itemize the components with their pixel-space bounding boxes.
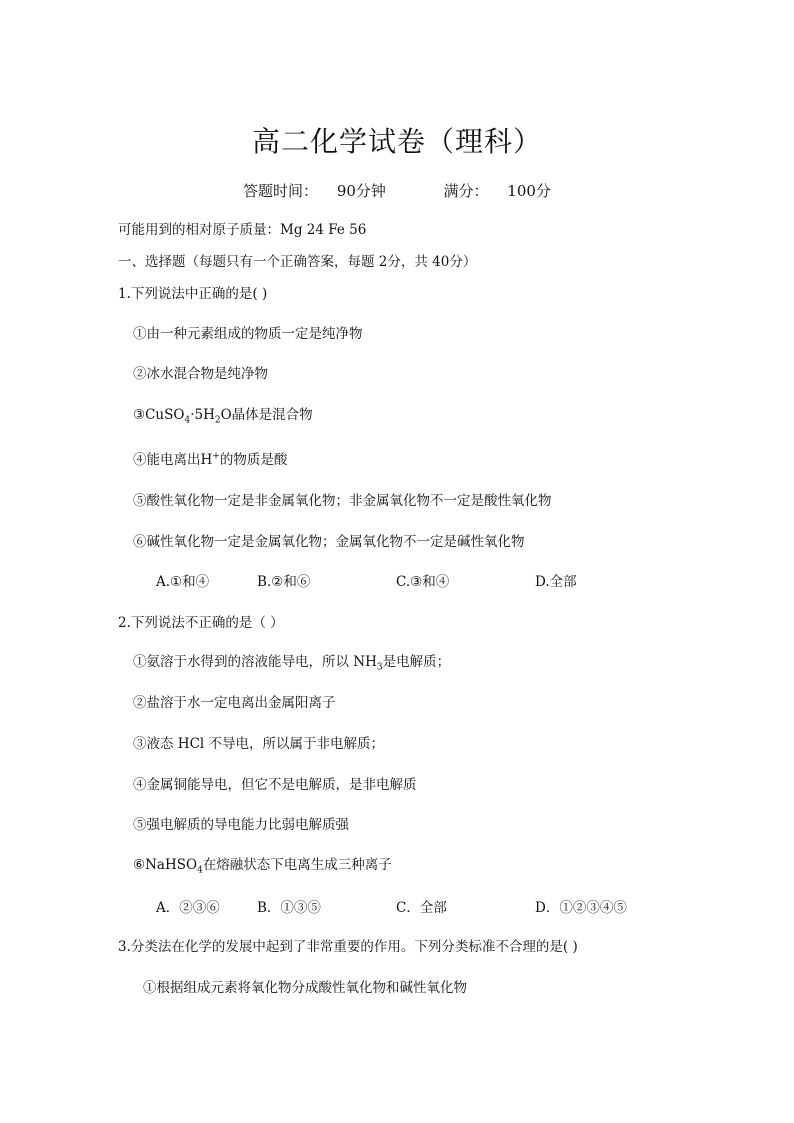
q1-item-3: $③CuSO_4\cdot 5H_2O$晶体是混合物 xyxy=(133,407,313,426)
q2-item-4: ④金属铜能导电，但它不是电解质，是非电解质 xyxy=(133,777,417,793)
q2-option-c: C．全部 xyxy=(396,900,447,916)
q2-option-d: D．①②③④⑤ xyxy=(535,900,627,916)
score-label: 满分： xyxy=(443,182,489,200)
section-heading: 一、选择题（每题只有一个正确答案，每题 2分，共 40分） xyxy=(118,254,477,270)
q2-option-b: B．①③⑤ xyxy=(257,900,321,916)
q2-item-6: ⑥NaHSO$_4$在熔融状态下电离生成三种离子 xyxy=(133,857,392,876)
q1-option-b: B.②和⑥ xyxy=(257,574,311,590)
q1-item-1: ①由一种元素组成的物质一定是纯净物 xyxy=(133,326,363,342)
page-title: 高二化学试卷（理科） xyxy=(251,125,542,158)
q2-item-3: ③液态 HCl 不导电，所以属于非电解质； xyxy=(133,736,385,752)
time-value: 90分钟 xyxy=(336,182,386,200)
question-2-stem: 2.下列说法不正确的是（ ） xyxy=(118,615,284,631)
q1-option-c: C.③和④ xyxy=(396,574,450,590)
time-label: 答题时间： xyxy=(243,182,319,200)
q3-item-1: ①根据组成元素将氧化物分成酸性氧化物和碱性氧化物 xyxy=(143,980,467,996)
q1-option-d: D.全部 xyxy=(535,574,577,590)
q2-item-5: ⑤强电解质的导电能力比弱电解质强 xyxy=(133,817,349,833)
q2-option-a: A．②③⑥ xyxy=(156,900,220,916)
exam-meta xyxy=(0,180,794,201)
q1-option-a: A.①和④ xyxy=(156,574,210,590)
q1-item-2: ②冰水混合物是纯净物 xyxy=(133,366,268,382)
q2-item-1: ①氨溶于水得到的溶液能导电，所以 $NH_3$是电解质； xyxy=(133,654,451,673)
q1-item-6: ⑥碱性氧化物一定是金属氧化物；金属氧化物不一定是碱性氧化物 xyxy=(133,534,525,550)
question-3-stem: 3.分类法在化学的发展中起到了非常重要的作用。下列分类标准不合理的是( ) xyxy=(118,939,578,955)
q1-item-4: ④能电离出H+的物质是酸 xyxy=(133,451,288,468)
atomic-mass-note: 可能用到的相对原子质量：Mg 24 Fe 56 xyxy=(118,222,367,238)
q2-item-2: ②盐溶于水一定电离出金属阳离子 xyxy=(133,695,336,711)
score-value: 100分 xyxy=(507,182,551,200)
question-1-stem: 1.下列说法中正确的是( ) xyxy=(118,286,268,302)
q1-item-5: ⑤酸性氧化物一定是非金属氧化物；非金属氧化物不一定是酸性氧化物 xyxy=(133,493,552,509)
